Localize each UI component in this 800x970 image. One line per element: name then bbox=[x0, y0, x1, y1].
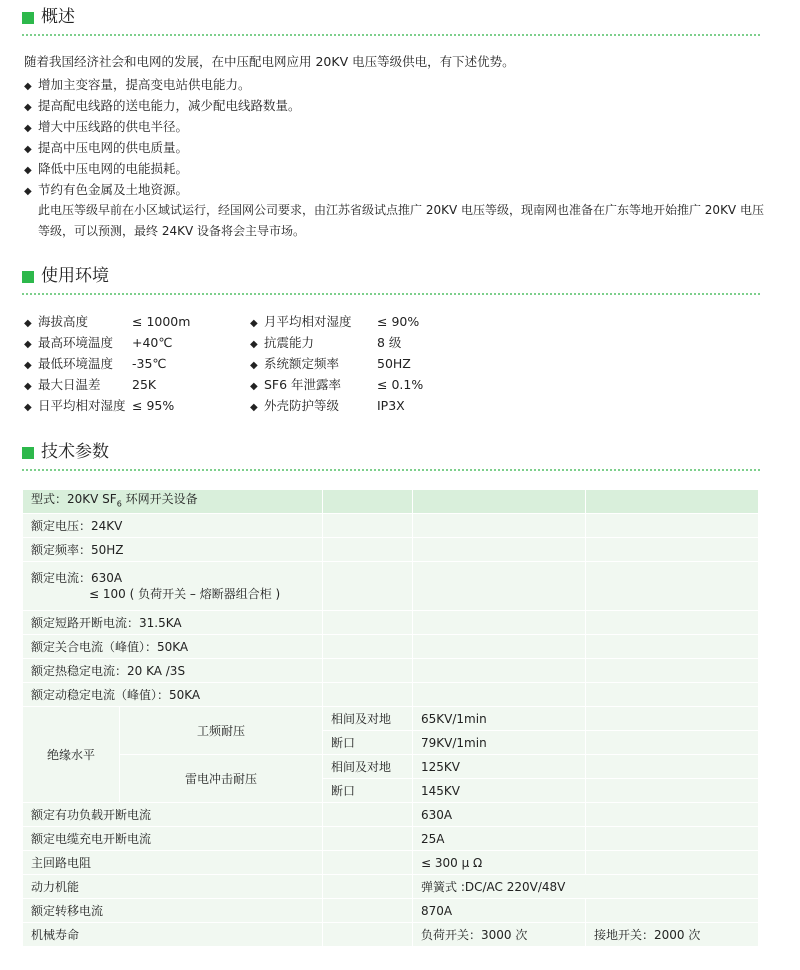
table-row bbox=[23, 514, 759, 538]
lightning-impulse-label: 雷电冲击耐压 bbox=[120, 755, 323, 803]
section-header-technical bbox=[22, 441, 760, 465]
diamond-bullet-icon: ◆ bbox=[24, 123, 32, 134]
diamond-bullet-icon: ◆ bbox=[250, 318, 258, 329]
section-divider bbox=[22, 293, 760, 295]
section-title: 技术参数 bbox=[41, 442, 109, 462]
table-cell: 断口 bbox=[323, 731, 413, 755]
list-item: ◆ 提高中压电网的供电质量。 bbox=[24, 137, 301, 158]
table-cell: 接地开关：2000 次 bbox=[586, 923, 759, 947]
diamond-bullet-icon: ◆ bbox=[24, 102, 32, 113]
table-cell: ≤ 300 μ Ω bbox=[413, 851, 586, 875]
note-line: 此电压等级早前在小区域试运行，经国网公司要求，由江苏省级试点推广 20KV 电压等级，现南网也准备在广东等地开始推广 20KV 电压 bbox=[38, 203, 764, 217]
table-cell: 79KV/1min bbox=[413, 731, 586, 755]
table-cell: 额定关合电流（峰值）：50KA bbox=[23, 635, 323, 659]
table-cell: 额定电流：630A ≤ 100 ( 负荷开关 – 熔断器组合柜 ) bbox=[23, 562, 323, 611]
table-cell: 弹簧式 :DC/AC 220V/48V bbox=[413, 875, 759, 899]
list-item: ◆ 增加主变容量，提高变电站供电能力。 bbox=[24, 74, 301, 95]
table-row bbox=[23, 875, 759, 899]
overview-intro: 随着我国经济社会和电网的发展，在中压配电网应用 20KV 电压等级供电，有下述优势。 bbox=[24, 54, 515, 69]
env-row: ◆ 抗震能力 8 级 bbox=[250, 332, 450, 353]
list-item: ◆ 提高配电线路的送电能力，减少配电线路数量。 bbox=[24, 95, 301, 116]
table-cell: 额定热稳定电流：20 KA /3S bbox=[23, 659, 323, 683]
table-cell: 630A bbox=[413, 803, 586, 827]
diamond-bullet-icon: ◆ bbox=[24, 186, 32, 197]
section-marker bbox=[22, 447, 34, 459]
diamond-bullet-icon: ◆ bbox=[24, 402, 32, 413]
table-cell: 动力机能 bbox=[23, 875, 323, 899]
env-row: ◆ 系统额定频率 50HZ bbox=[250, 353, 450, 374]
section-header-environment bbox=[22, 265, 760, 289]
section-title: 概述 bbox=[41, 7, 75, 27]
diamond-bullet-icon: ◆ bbox=[250, 360, 258, 371]
table-cell: 65KV/1min bbox=[413, 707, 586, 731]
env-row: ◆ 海拔高度 ≤ 1000m bbox=[24, 311, 254, 332]
environment-right-column bbox=[250, 311, 450, 416]
table-row bbox=[23, 923, 759, 947]
diamond-bullet-icon: ◆ bbox=[24, 165, 32, 176]
insulation-label: 绝缘水平 bbox=[23, 707, 120, 803]
section-marker bbox=[22, 271, 34, 283]
diamond-bullet-icon: ◆ bbox=[24, 144, 32, 155]
table-row bbox=[23, 611, 759, 635]
section-title: 使用环境 bbox=[41, 266, 109, 286]
table-cell: 125KV bbox=[413, 755, 586, 779]
table-cell: 断口 bbox=[323, 779, 413, 803]
table-cell: 额定电压：24KV bbox=[23, 514, 323, 538]
table-row bbox=[23, 490, 759, 514]
section-header-overview bbox=[22, 6, 760, 30]
table-row bbox=[23, 803, 759, 827]
table-row bbox=[23, 755, 759, 779]
table-cell: 145KV bbox=[413, 779, 586, 803]
env-row: ◆ 日平均相对湿度 ≤ 95% bbox=[24, 395, 254, 416]
section-divider bbox=[22, 34, 760, 36]
table-row bbox=[23, 707, 759, 731]
env-row: ◆ 月平均相对湿度 ≤ 90% bbox=[250, 311, 450, 332]
list-item: ◆ 降低中压电网的电能损耗。 bbox=[24, 158, 301, 179]
table-row bbox=[23, 635, 759, 659]
diamond-bullet-icon: ◆ bbox=[250, 402, 258, 413]
table-row bbox=[23, 538, 759, 562]
note-line: 等级，可以预测，最终 24KV 设备将会主导市场。 bbox=[38, 224, 305, 238]
section-marker bbox=[22, 12, 34, 24]
overview-bullet-list bbox=[24, 74, 301, 200]
table-row bbox=[23, 683, 759, 707]
env-row: ◆ SF6 年泄露率 ≤ 0.1% bbox=[250, 374, 450, 395]
table-cell: 相间及对地 bbox=[323, 707, 413, 731]
diamond-bullet-icon: ◆ bbox=[24, 339, 32, 350]
table-cell: 额定短路开断电流：31.5KA bbox=[23, 611, 323, 635]
table-cell: 25A bbox=[413, 827, 586, 851]
diamond-bullet-icon: ◆ bbox=[250, 381, 258, 392]
overview-note bbox=[38, 200, 768, 242]
model-cell: 型式：20KV $SF_6$ 环网开关设备 bbox=[23, 490, 323, 514]
power-frequency-label: 工频耐压 bbox=[120, 707, 323, 755]
diamond-bullet-icon: ◆ bbox=[24, 318, 32, 329]
table-cell: 相间及对地 bbox=[323, 755, 413, 779]
table-row bbox=[23, 562, 759, 611]
diamond-bullet-icon: ◆ bbox=[24, 360, 32, 371]
table-cell: 额定动稳定电流（峰值）：50KA bbox=[23, 683, 323, 707]
table-cell: 主回路电阻 bbox=[23, 851, 323, 875]
table-row bbox=[23, 827, 759, 851]
env-row: ◆ 外壳防护等级 IP3X bbox=[250, 395, 450, 416]
table-row bbox=[23, 899, 759, 923]
table-cell: 额定频率：50HZ bbox=[23, 538, 323, 562]
table-row bbox=[23, 659, 759, 683]
env-row: ◆ 最高环境温度 +40℃ bbox=[24, 332, 254, 353]
list-item: ◆ 节约有色金属及土地资源。 bbox=[24, 179, 301, 200]
table-cell: 870A bbox=[413, 899, 586, 923]
diamond-bullet-icon: ◆ bbox=[250, 339, 258, 350]
section-divider bbox=[22, 469, 760, 471]
technical-parameters-table bbox=[22, 489, 759, 947]
environment-left-column bbox=[24, 311, 254, 416]
table-row bbox=[23, 851, 759, 875]
env-row: ◆ 最低环境温度 -35℃ bbox=[24, 353, 254, 374]
table-cell: 额定电缆充电开断电流 bbox=[23, 827, 323, 851]
table-cell: 额定有功负载开断电流 bbox=[23, 803, 323, 827]
table-cell: 负荷开关：3000 次 bbox=[413, 923, 586, 947]
diamond-bullet-icon: ◆ bbox=[24, 381, 32, 392]
table-cell: 机械寿命 bbox=[23, 923, 323, 947]
env-row: ◆ 最大日温差 25K bbox=[24, 374, 254, 395]
table-cell: 额定转移电流 bbox=[23, 899, 323, 923]
list-item: ◆ 增大中压线路的供电半径。 bbox=[24, 116, 301, 137]
diamond-bullet-icon: ◆ bbox=[24, 81, 32, 92]
